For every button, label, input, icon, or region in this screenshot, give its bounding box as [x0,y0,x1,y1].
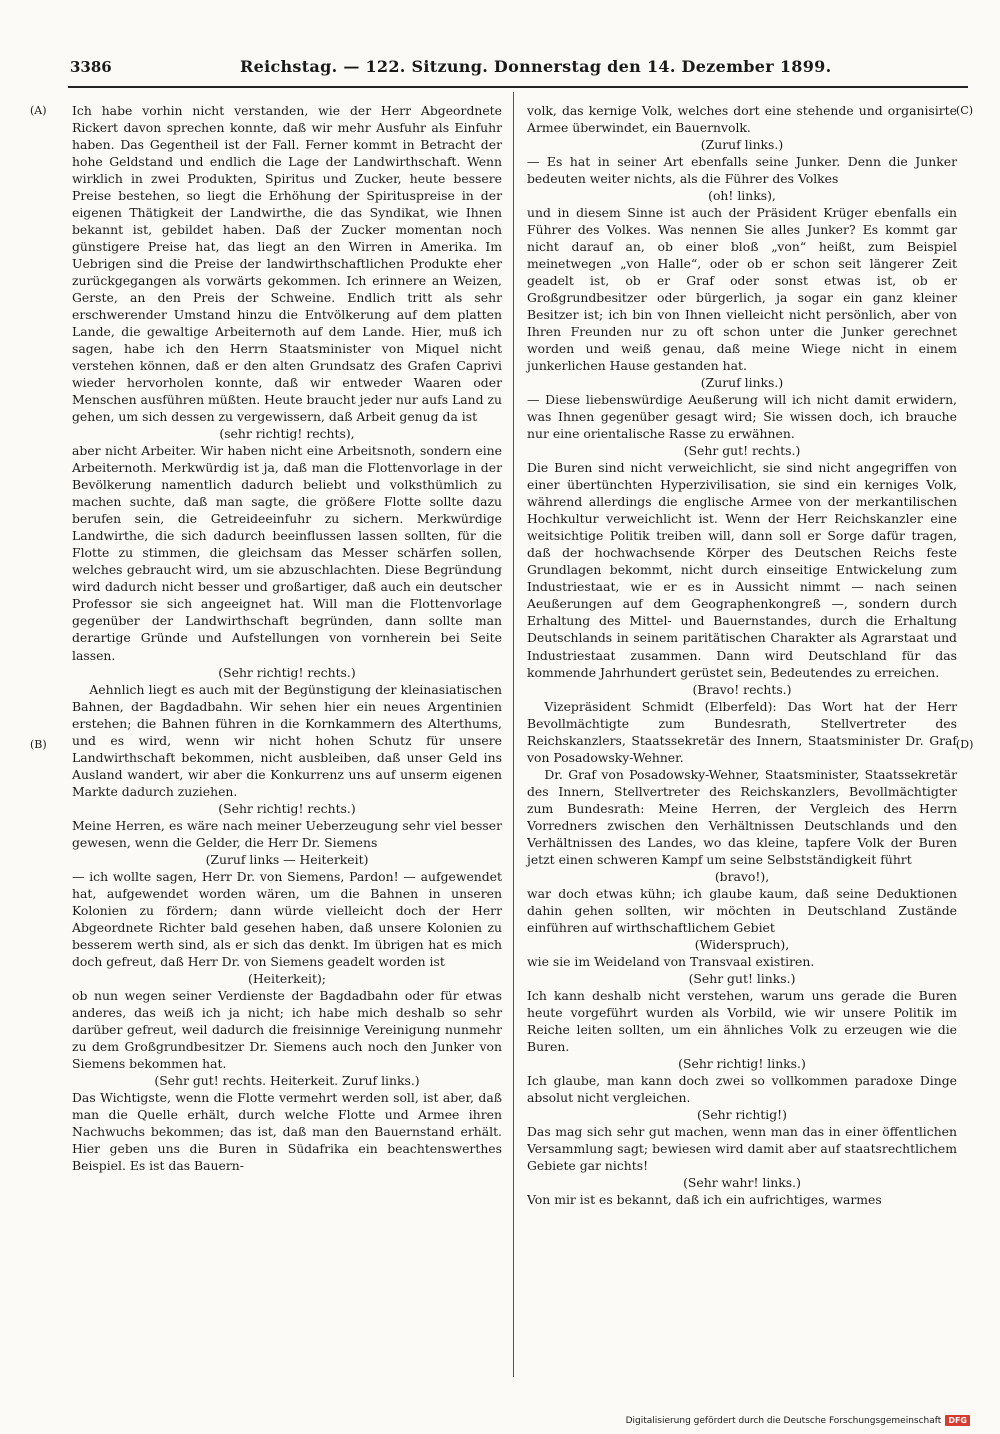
right-column-paragraph: (Widerspruch), [694,936,790,952]
right-column-paragraph: war doch etwas kühn; ich glaube kaum, daß seine Deduktionen dahin gehen sollten, wir möchten in Deutschland Zustände einführen auf wirthschaftlichem Gebiet [527,885,957,935]
page-number: 3386 [70,58,112,76]
left-column-paragraph: ob nun wegen seiner Verdienste der Bagdadbahn oder für etwas anderes, das weiß ich ja nicht; ich habe mich deshalb so sehr darüber gefreut, weil dadurch die freisinnige Vereinigung nunmehr zu dem Großgrundbesitzer Dr. Siemens auch noch den Junker von Siemens bekommen hat. [72,987,502,1071]
left-column-paragraph: Das Wichtigste, wenn die Flotte vermehrt werden soll, ist aber, daß man die Quelle erhält, durch welche Flotte und Armee ihren Nachwuchs bekommen; das ist, daß man den Bauernstand erhält. Hier geben uns die Buren in Südafrika ein beachtenswerthes Beispiel. Es ist das Bauern- [72,1089,502,1173]
left-column-paragraph: aber nicht Arbeiter. Wir haben nicht eine Arbeitsnoth, sondern eine Arbeiternoth. Merkwürdig ist ja, daß man die Flottenvorlage in der Bevölkerung namentlich dadurch beliebt und volksthümlich zu machen suchte, daß man sagte, die größere Flotte sollte dazu berufen sein, die Getreideeinfuhr zu sichern. Merkwürdige Landwirthe, die sich dadurch beeinflussen lassen sollten, für die Flotte zu stimmen, die gleichsam das Messer schärfen sollen, welches gebraucht wird, um sie abzuschlachten. Diese Begründung wird dadurch nicht besser und großartiger, daß auch ein deutscher Professor sie sich angeeignet hat. Will man die Flottenvorlage gegenüber der Landwirthschaft begründen, dann sollte man derartige Gründe und Aufstellungen von vornherein bei Seite lassen. [72,443,502,663]
margin-marker-a: (A) [30,104,47,117]
right-column-paragraph: (Sehr richtig! links.) [678,1055,806,1071]
left-column-paragraph: Ich habe vorhin nicht verstanden, wie der Herr Abgeordnete Rickert davon sprechen konnte, daß wir mehr Ausfuhr als Einfuhr haben. Das Gegentheil ist der Fall. Ferner kommt in Betracht der hohe Geldstand und endlich die Lage der Landwirthschaft. Wenn wirklich in zwei Produkten, Spiritus und Zucker, heute bessere Preise bestehen, so liegt die Erhöhung der Spirituspreise in der eigenen Thätigkeit der Landwirthe, die das Syndikat, wie Ihnen bekannt ist, gebildet haben. Daß der Zucker momentan noch günstigere Preise hat, das liegt an den Wirren in Amerika. Im Uebrigen sind die Preise der landwirthschaftlichen Produkte eher zurückgegangen als vorwärts gekommen. Ich erinnere an Weizen, Gerste, an den Preis der Schweine. Endlich tritt als sehr erschwerender Umstand hinzu die Entvölkerung auf dem platten Lande, die gewaltige Arbeiternoth auf dem Lande. Hier, muß ich sagen, habe ich den Herrn Staatsminister von Miquel nicht verstehen können, daß er den alten Grundsatz des Grafen Caprivi wieder hervorholen konnte, daß wir entweder Waaren oder Menschen ausführen müßten. Heute braucht jeder nur aufs Land zu gehen, um sich dessen zu vergewissern, daß Arbeit genug da ist [72,103,502,425]
margin-marker-c: (C) [956,104,973,117]
right-column-paragraph: volk, das kernige Volk, welches dort eine stehende und organisirte Armee überwindet, ein Bauernvolk. [527,103,957,136]
right-column-paragraph: (Zuruf links.) [700,375,784,391]
margin-marker-d: (D) [956,738,974,751]
footer-credit: Digitalisierung gefördert durch die Deutsche Forschungsgemeinschaft [625,1415,942,1426]
dfg-logo-icon: DFG [945,1415,970,1426]
margin-marker-b: (B) [30,738,47,751]
running-title: Reichstag. — 122. Sitzung. Donnerstag den 14. Dezember 1899. [240,57,832,76]
left-column-paragraph: — ich wollte sagen, Herr Dr. von Siemens, Pardon! — aufgewendet hat, aufgewendet worden wären, um die Bahnen in unseren Kolonien zu fördern; dann würde vielleicht doch der Herr Abgeordnete Richter bald gesehen haben, daß unsere Kolonien zu besserem werth sind, als er sich das denkt. Im übrigen hat es mich doch gefreut, daß Herr Dr. von Siemens geadelt worden ist [72,868,502,969]
right-column-paragraph: (bravo!), [714,868,770,884]
right-column-paragraph: (Sehr gut! rechts.) [683,443,801,459]
right-column-paragraph: (Zuruf links.) [700,137,784,153]
right-column-paragraph: Vizepräsident Schmidt (Elberfeld): Das Wort hat der Herr Bevollmächtigte zum Bundesrath, Stellvertreter des Reichskanzlers, Staatssekretär des Innern, Staatsminister Dr. Graf von Posadowsky-Wehner. [527,698,957,765]
right-column-paragraph: (Sehr richtig!) [697,1106,787,1122]
left-column-paragraph: (Sehr richtig! rechts.) [218,800,356,816]
column-separator [513,92,514,1377]
right-column-paragraph: (Sehr gut! links.) [688,970,796,986]
left-column-paragraph: (Heiterkeit); [248,970,326,986]
page-footer [626,1415,970,1426]
left-column-paragraph: (sehr richtig! rechts), [219,426,355,442]
right-column-paragraph: Von mir ist es bekannt, daß ich ein aufrichtiges, warmes [527,1192,882,1207]
left-column-paragraph: (Sehr gut! rechts. Heiterkeit. Zuruf links.) [154,1072,420,1088]
right-column-paragraph: Dr. Graf von Posadowsky-Wehner, Staatsminister, Staatssekretär des Innern, Stellvertreter des Reichskanzlers, Bevollmächtigter zum Bundesrath: Meine Herren, der Vergleich des Herrn Vorredners zwischen den Verhältnissen Deutschlands und den Verhältnissen des Landes, wo das kleine, tapfere Volk der Buren jetzt einen schweren Kampf um seine Selbstständigkeit führt [527,766,957,867]
left-column-paragraph: Meine Herren, es wäre nach meiner Ueberzeugung sehr viel besser gewesen, wenn die Gelder, die Herr Dr. Siemens [72,817,502,850]
right-column-paragraph: — Es hat in seiner Art ebenfalls seine Junker. Denn die Junker bedeuten weiter nichts, als die Führer des Volkes [527,154,957,187]
right-column-paragraph: wie sie im Weideland von Transvaal existiren. [527,953,815,969]
left-column [72,102,502,1174]
right-column-paragraph: (Bravo! rechts.) [692,681,792,697]
right-column-paragraph: Das mag sich sehr gut machen, wenn man das in einer öffentlichen Versammlung sagt; bewiesen wird damit aber auf staatsrechtlichem Gebiete gar nichts! [527,1123,957,1173]
header-rule [68,86,968,88]
right-column-paragraph: Ich glaube, man kann doch zwei so vollkommen paradoxe Dinge absolut nicht vergleichen. [527,1072,957,1105]
page-header [70,58,970,86]
right-column-paragraph: (Sehr wahr! links.) [683,1174,801,1190]
right-column [527,102,957,1208]
left-column-paragraph: Aehnlich liegt es auch mit der Begünstigung der kleinasiatischen Bahnen, der Bagdadbahn. Wir sehen hier ein neues Argentinien erstehen; die Bahnen führen in die Kornkammern des Alterthums, und es wird, wenn wir nicht hohen Schutz für unsere Landwirthschaft bekommen, nicht ausbleiben, daß unser Geld ins Ausland wandert, wir aber die Konkurrenz uns auf unserm eigenen Markte dadurch zuziehen. [72,681,502,799]
right-column-paragraph: Ich kann deshalb nicht verstehen, warum uns gerade die Buren heute vorgeführt wurden als Vorbild, wie wir unsere Politik im Reiche leiten sollten, um ein ähnliches Volk zu erzeugen wie die Buren. [527,987,957,1054]
left-column-paragraph: (Sehr richtig! rechts.) [218,664,356,680]
left-column-paragraph: (Zuruf links — Heiterkeit) [205,851,369,867]
right-column-paragraph: — Diese liebenswürdige Aeußerung will ich nicht damit erwidern, was Ihnen gegenüber gesagt wird; Sie wissen doch, ich brauche nur eine orientalische Rasse zu erwähnen. [527,392,957,442]
right-column-paragraph: und in diesem Sinne ist auch der Präsident Krüger ebenfalls ein Führer des Volkes. Was nennen Sie alles Junker? Es kommt gar nicht darauf an, ob einer bloß „von“ heißt, zum Beispiel meinetwegen „von Halle“, oder ob er schon seit längerer Zeit geadelt ist, ob er Graf oder sonst etwas ist, ob er Großgrundbesitzer oder bürgerlich, ja sogar ein ganz kleiner Besitzer ist; ich bin von Ihnen vielleicht nicht persönlich, aber von Ihren Freunden nur zu oft schon unter die Junker gerechnet worden und weiß genau, daß meine Wiege nicht in einem junkerlichen Hause gestanden hat. [527,205,957,374]
right-column-paragraph: Die Buren sind nicht verweichlicht, sie sind nicht angegriffen von einer übertünchten Hyperzivilisation, sie sind ein kerniges Volk, während allerdings die englische Armee von der merkantilischen Hochkultur verweichlicht ist. Wenn der Herr Reichskanzler eine weitsichtige Politik treiben will, dann soll er Sorge dafür tragen, daß der hochwachsende Körper des Deutschen Reichs feste Grundlagen bekommt, nicht durch einseitige Entwickelung zum Industriestaat, wie er es in Aussicht nimmt — nach seinen Aeußerungen auf dem Geographenkongreß —, sondern durch Erhaltung des Mittel- und Bauernstandes, durch die Erhaltung Deutschlands in seinem paritätischen Charakter als Agrarstaat und Industriestaat zusammen. Dann wird Deutschland für das kommende Jahrhundert gerüstet sein, Bedeutendes zu erreichen. [527,460,957,680]
right-column-paragraph: (oh! links), [708,188,776,204]
